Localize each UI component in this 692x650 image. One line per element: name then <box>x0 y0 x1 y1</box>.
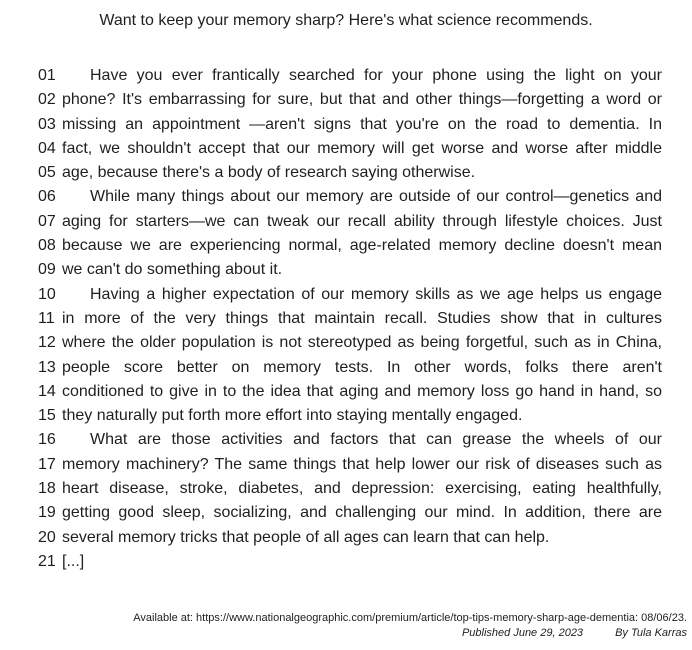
line-number: 21 <box>38 552 56 570</box>
passage-line <box>38 550 662 574</box>
document-page <box>0 11 692 639</box>
line-number: 20 <box>38 528 56 546</box>
footer <box>133 611 687 641</box>
passage-line <box>38 88 662 112</box>
line-number: 18 <box>38 480 56 498</box>
passage-line <box>38 64 662 88</box>
line-number: 17 <box>38 455 56 473</box>
line-number: 12 <box>38 334 56 352</box>
line-text: What are those activities and factors that can grease the wheels of our <box>90 431 662 449</box>
line-text: conditioned to give in to the idea that aging and memory loss go hand in hand, so <box>62 382 662 400</box>
line-text: in more of the very things that maintain recall. Studies show that in cultures <box>62 309 662 327</box>
passage-line <box>38 526 662 550</box>
line-number: 03 <box>38 115 56 133</box>
passage-line <box>38 283 662 307</box>
byline: By Tula Karras <box>615 627 687 639</box>
line-text: phone? It's embarrassing for sure, but that and other things—forgetting a word or <box>62 91 662 109</box>
passage-line <box>38 307 662 331</box>
line-number: 08 <box>38 237 56 255</box>
line-text: age, because there's a body of research saying otherwise. <box>62 164 476 182</box>
line-text: we can't do something about it. <box>62 261 283 279</box>
passage-line <box>38 428 662 452</box>
passage-line <box>38 161 662 185</box>
line-text: getting good sleep, socializing, and challenging our mind. In addition, there are <box>62 504 662 522</box>
line-text: Have you ever frantically searched for your phone using the light on your <box>90 67 662 84</box>
passage-line <box>38 501 662 525</box>
passage-line <box>38 113 662 137</box>
published-date: Published June 29, 2023 <box>461 627 584 639</box>
line-number: 16 <box>38 431 56 449</box>
passage-line <box>38 356 662 380</box>
line-text: fact, we shouldn't accept that our memory will get worse and worse after middle <box>62 139 662 157</box>
line-number: 10 <box>38 285 56 303</box>
line-text: Having a higher expectation of our memory skills as we age helps us engage <box>90 285 662 303</box>
line-text: missing an appointment —aren't signs that you're on the road to dementia. In <box>62 115 662 133</box>
line-number: 19 <box>38 504 56 522</box>
line-number: 05 <box>38 164 56 182</box>
passage-lines <box>0 64 692 574</box>
passage-line <box>38 210 662 234</box>
line-number: 15 <box>38 407 56 425</box>
line-number: 06 <box>38 188 56 206</box>
passage-line <box>38 453 662 477</box>
line-text: [...] <box>62 552 85 570</box>
line-number: 11 <box>38 309 55 327</box>
passage-line <box>38 477 662 501</box>
line-number: 01 <box>38 67 56 84</box>
source-line: Available at: https://www.nationalgeographic.com/premium/article/top-tips-memory-sharp-age-dementia: 08/06/23. <box>133 612 687 624</box>
line-text: because we are experiencing normal, age-related memory decline doesn't mean <box>62 237 662 255</box>
passage-line <box>38 234 662 258</box>
line-text: memory machinery? The same things that help lower our risk of diseases such as <box>62 455 662 473</box>
line-text: they naturally put forth more effort into staying mentally engaged. <box>62 407 523 425</box>
line-number: 09 <box>38 261 56 279</box>
line-text: While many things about our memory are outside of our control—genetics and <box>90 188 662 206</box>
line-number: 04 <box>38 139 56 157</box>
line-number: 02 <box>38 91 56 109</box>
line-text: people score better on memory tests. In other words, folks there aren't <box>62 358 662 376</box>
passage-line <box>38 137 662 161</box>
line-text: aging for starters—we can tweak our recall ability through lifestyle choices. Just <box>62 212 662 230</box>
line-text: where the older population is not stereotyped as being forgetful, such as in China, <box>62 334 662 352</box>
passage-line <box>38 404 662 428</box>
article-title: Want to keep your memory sharp? Here's what science recommends. <box>99 12 593 29</box>
passage-line <box>38 331 662 355</box>
line-text: heart disease, stroke, diabetes, and depression: exercising, eating healthfully, <box>62 480 662 498</box>
passage-line <box>38 185 662 209</box>
passage-line <box>38 258 662 282</box>
line-number: 13 <box>38 358 56 376</box>
line-number: 07 <box>38 212 56 230</box>
passage-line <box>38 380 662 404</box>
line-number: 14 <box>38 382 56 400</box>
line-text: several memory tricks that people of all ages can learn that can help. <box>62 528 550 546</box>
